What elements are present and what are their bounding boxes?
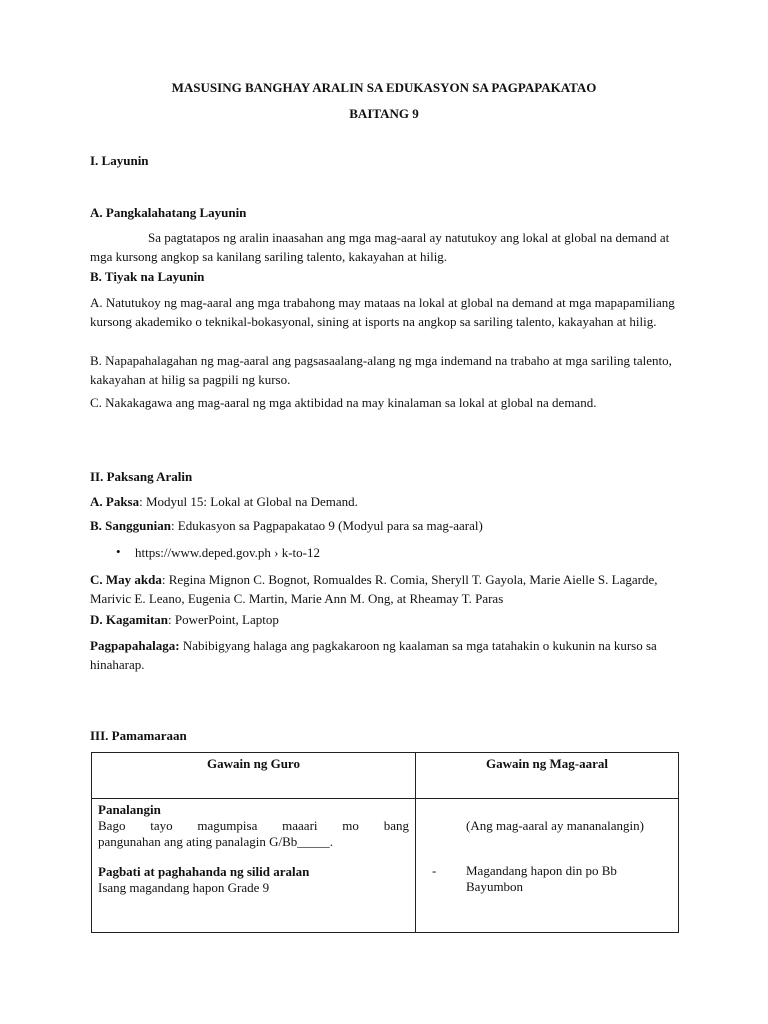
section-heading-paksang-aralin: II. Paksang Aralin [90, 469, 193, 484]
panalangin-line-1: Bago tayo magumpisa maaari mo bang [98, 818, 409, 833]
may-akda-value: : Regina Mignon C. Bognot, Romualdes R. Comia, Sheryll T. Gayola, Marie Aielle S. Lagarde, Marivic E. Leano, Eugenia C. Martin, Marie Ann M. Ong, at Rheamay T. Paras [90, 572, 658, 606]
student-activities-cell [416, 799, 679, 933]
bullet-icon: • [116, 544, 121, 559]
specific-objective-b: B. Napapahalagahan ng mag-aaral ang pagsasaalang-alang ng mga indemand na trabaho at mga sariling talento, kakayahan at hilig sa pagpili ng kurso. [90, 353, 672, 387]
procedure-table [91, 752, 679, 933]
sanggunian-value: : Edukasyon sa Pagpapakatao 9 (Modyul para sa mag-aaral) [170, 518, 483, 533]
kagamitan-value: : PowerPoint, Laptop [168, 612, 279, 627]
student-greeting [466, 863, 617, 895]
header-student: Gawain ng Mag-aaral [416, 753, 679, 799]
student-greeting-line-1: Magandang hapon din po Bb [466, 863, 617, 878]
kagamitan-label: D. Kagamitan [90, 612, 168, 627]
teacher-activities-cell [92, 799, 416, 933]
kagamitan-line [90, 612, 279, 628]
pagbati-text: Isang magandang hapon Grade 9 [98, 880, 270, 895]
paksa-line [90, 494, 358, 510]
panalangin-heading: Panalangin [98, 802, 161, 817]
header-teacher: Gawain ng Guro [92, 753, 416, 799]
section-heading-layunin: I. Layunin [90, 153, 149, 168]
reference-link[interactable]: https://www.deped.gov.ph › k-to-12 [135, 545, 320, 560]
panalangin-line-2: pangunahan ang ating panalagin G/Bb_____. [98, 834, 334, 849]
pagpapahalaga-value: Nabibigyang halaga ang pagkakaroon ng kaalaman sa mga tatahakin o kukunin na kurso sa hinaharap. [90, 638, 657, 672]
grade-level: BAITANG 9 [349, 106, 419, 121]
pagbati-heading: Pagbati at paghahanda ng silid aralan [98, 864, 310, 879]
may-akda-line [90, 570, 680, 608]
specific-objective-heading: B. Tiyak na Layunin [90, 269, 205, 284]
paksa-value: : Modyul 15: Lokal at Global na Demand. [139, 494, 358, 509]
general-objective-text: Sa pagtatapos ng aralin inaasahan ang mga mag-aaral ay natutukoy ang lokal at global na demand at mga kursong angkop sa kanilang sariling talento, kakayahan at hilig. [90, 230, 670, 264]
specific-objective-c: C. Nakakagawa ang mag-aaral ng mga aktibidad na may kinalaman sa lokal at global na demand. [90, 395, 597, 410]
student-greeting-line-2: Bayumbon [466, 879, 524, 894]
student-prayer: (Ang mag-aaral ay mananalangin) [466, 818, 644, 833]
table-row [92, 799, 679, 933]
paksa-label: A. Paksa [90, 494, 140, 509]
specific-objective-a: A. Natutukoy ng mag-aaral ang mga trabahong may mataas na lokal at global na demand at mga mapapamiliang kursong akademiko o teknikal-bokasyonal, sining at isports na angkop sa sariling talento, kakayahan at hilig. [90, 295, 675, 329]
pagpapahalaga-line [90, 636, 680, 674]
document-title: MASUSING BANGHAY ARALIN SA EDUKASYON SA PAGPAPAKATAO [171, 80, 597, 95]
table-header-row [92, 753, 679, 799]
section-heading-pamamaraan: III. Pamamaraan [90, 728, 187, 743]
may-akda-label: C. May akda [90, 572, 162, 587]
general-objective-heading: A. Pangkalahatang Layunin [90, 205, 247, 220]
sanggunian-line [90, 518, 483, 534]
dash-bullet: - [432, 863, 437, 878]
sanggunian-label: B. Sanggunian [90, 518, 171, 533]
pagpapahalaga-label: Pagpapahalaga: [90, 638, 180, 653]
